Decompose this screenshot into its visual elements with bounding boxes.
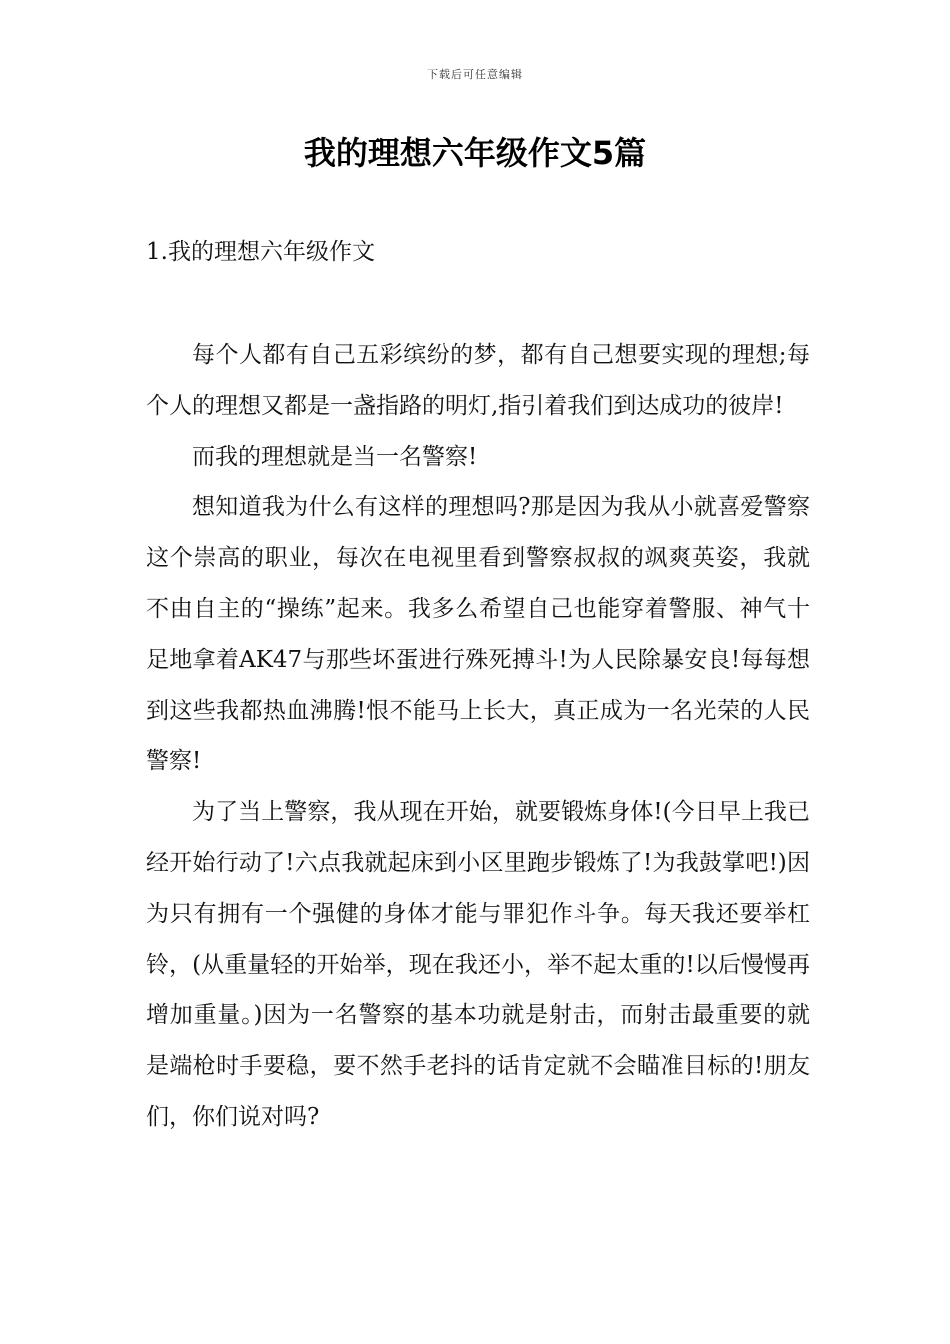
paragraph: 而我的理想就是当一名警察!: [192, 443, 478, 470]
section-heading: 1.我的理想六年级作文: [146, 239, 375, 265]
document-title: 我的理想六年级作文5篇: [303, 134, 647, 172]
paragraph: 每个人都有自己五彩缤纷的梦，都有自己想要实现的理想;每个人的理想又都是一盏指路的明灯,指引着我们到达成功的彼岸!: [146, 342, 810, 419]
body-text: [146, 330, 810, 1143]
paragraph: 为了当上警察，我从现在开始，就要锻炼身体!(今日早上我已经开始行动了!六点我就起床到小区里跑步锻炼了!为我鼓掌吧!)因为只有拥有一个强健的身体才能与罪犯作斗争。每天我还要举杠铃，(从重量轻的开始举，现在我还小，举不起太重的!以后慢慢再增加重量。)因为一名警察的基本功就是射击，而射击最重要的就是端枪时手要稳，要不然手老抖的话肯定就不会瞄准目标的!朋友们，你们说对吗?: [146, 799, 810, 1130]
header-note: 下载后可任意编辑: [427, 68, 523, 81]
paragraph: 想知道我为什么有这样的理想吗?那是因为我从小就喜爱警察这个崇高的职业，每次在电视里看到警察叔叔的飒爽英姿，我就不由自主的“操练”起来。我多么希望自己也能穿着警服、神气十足地拿着AK47与那些坏蛋进行殊死搏斗!为人民除暴安良!每每想到这些我都热血沸腾!恨不能马上长大，真正成为一名光荣的人民警察!: [146, 494, 810, 775]
